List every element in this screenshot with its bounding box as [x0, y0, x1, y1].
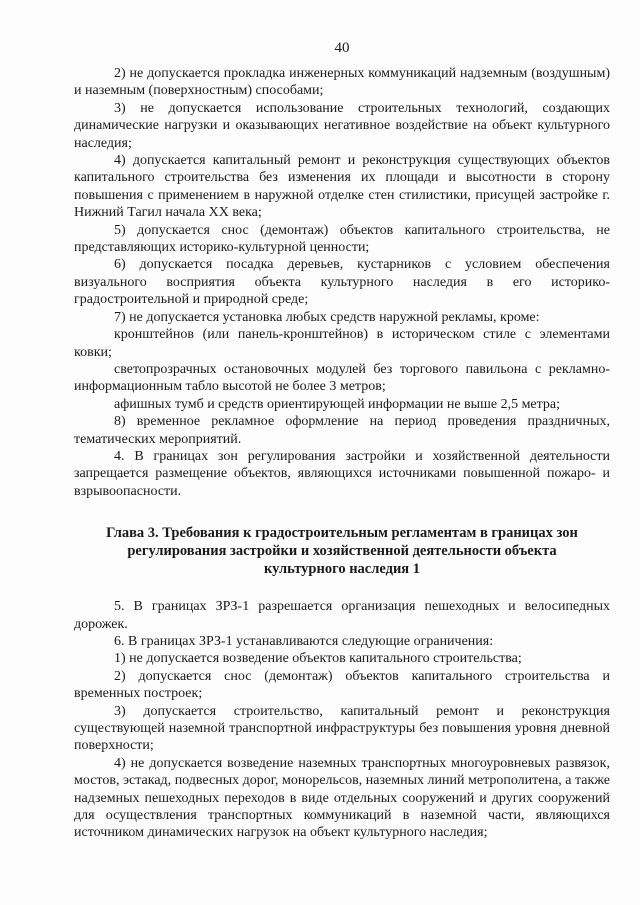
paragraph: афишных тумб и средств ориентирующей информации не выше 2,5 метра; — [114, 396, 561, 412]
page-number: 40 — [334, 40, 350, 56]
paragraph: 4) не допускается возведение наземных транспортных многоуровневых развязок, мостов, эстакад, подвесных дорог, монорельсов, наземных линий метрополитена, а также надземных пешеходных переходов в виде отдельных сооружений и других сооружений для осуществления транспортных коммуникаций в наземной части, являющихся источником динамических нагрузок на объект культурного наследия; — [74, 755, 610, 841]
paragraph: 5) допускается снос (демонтаж) объектов капитального строительства, не представляющих историко-культурной ценности; — [74, 222, 610, 256]
paragraph: 1) не допускается возведение объектов капитального строительства; — [114, 651, 522, 667]
chapter-title-line: регулирования застройки и хозяйственной деятельности объекта — [127, 543, 557, 560]
paragraph: 3) не допускается использование строительных технологий, создающих динамические нагрузки и оказывающих негативное воздействие на объект культурного наследия; — [74, 100, 610, 151]
chapter-title-line: культурного наследия 1 — [263, 561, 421, 578]
paragraph: 2) не допускается прокладка инженерных коммуникаций надземным (воздушным) и наземным (поверхностным) способами; — [74, 66, 610, 99]
paragraph: 6) допускается посадка деревьев, кустарников с условием обеспечения визуального восприятия объекта культурного наследия в его историко-градостроительной и природной среде; — [74, 257, 610, 308]
paragraph: 4. В границах зон регулирования застройки и хозяйственной деятельности запрещается размещение объектов, являющихся источниками повышенной пожаро- и взрывоопасности. — [74, 448, 610, 499]
paragraph: светопрозрачных остановочных модулей без торгового павильона с рекламно-информационным табло высотой не более 3 метров; — [74, 361, 610, 395]
paragraph: 7) не допускается установка любых средств наружной рекламы, кроме: — [114, 309, 540, 325]
paragraph: 6. В границах ЗРЗ-1 устанавливаются следующие ограничения: — [114, 633, 494, 649]
paragraph: 8) временное рекламное оформление на период проведения праздничных, тематических мероприятий. — [74, 414, 610, 447]
paragraph: 5. В границах ЗРЗ-1 разрешается организация пешеходных и велосипедных дорожек. — [74, 599, 610, 632]
body-text-bottom — [74, 598, 610, 842]
chapter-title — [74, 524, 610, 578]
chapter-title-line: Глава 3. Требования к градостроительным регламентам в границах зон — [106, 525, 578, 542]
paragraph: 4) допускается капитальный ремонт и реконструкция существующих объектов капитального строительства без изменения их площади и высотности в сторону повышения с применением в наружной отделке стен стилистики, присущей застройке г. Нижний Тагил начала XX века; — [74, 153, 610, 221]
paragraph: 2) допускается снос (демонтаж) объектов капитального строительства и временных построек; — [74, 668, 610, 702]
paragraph: кронштейнов (или панель-кронштейнов) в историческом стиле с элементами ковки; — [74, 327, 610, 360]
body-text-top — [74, 65, 610, 500]
paragraph: 3) допускается строительство, капитальный ремонт и реконструкция существующей наземной транспортной инфраструктуры без повышения уровня дневной поверхности; — [74, 703, 610, 754]
